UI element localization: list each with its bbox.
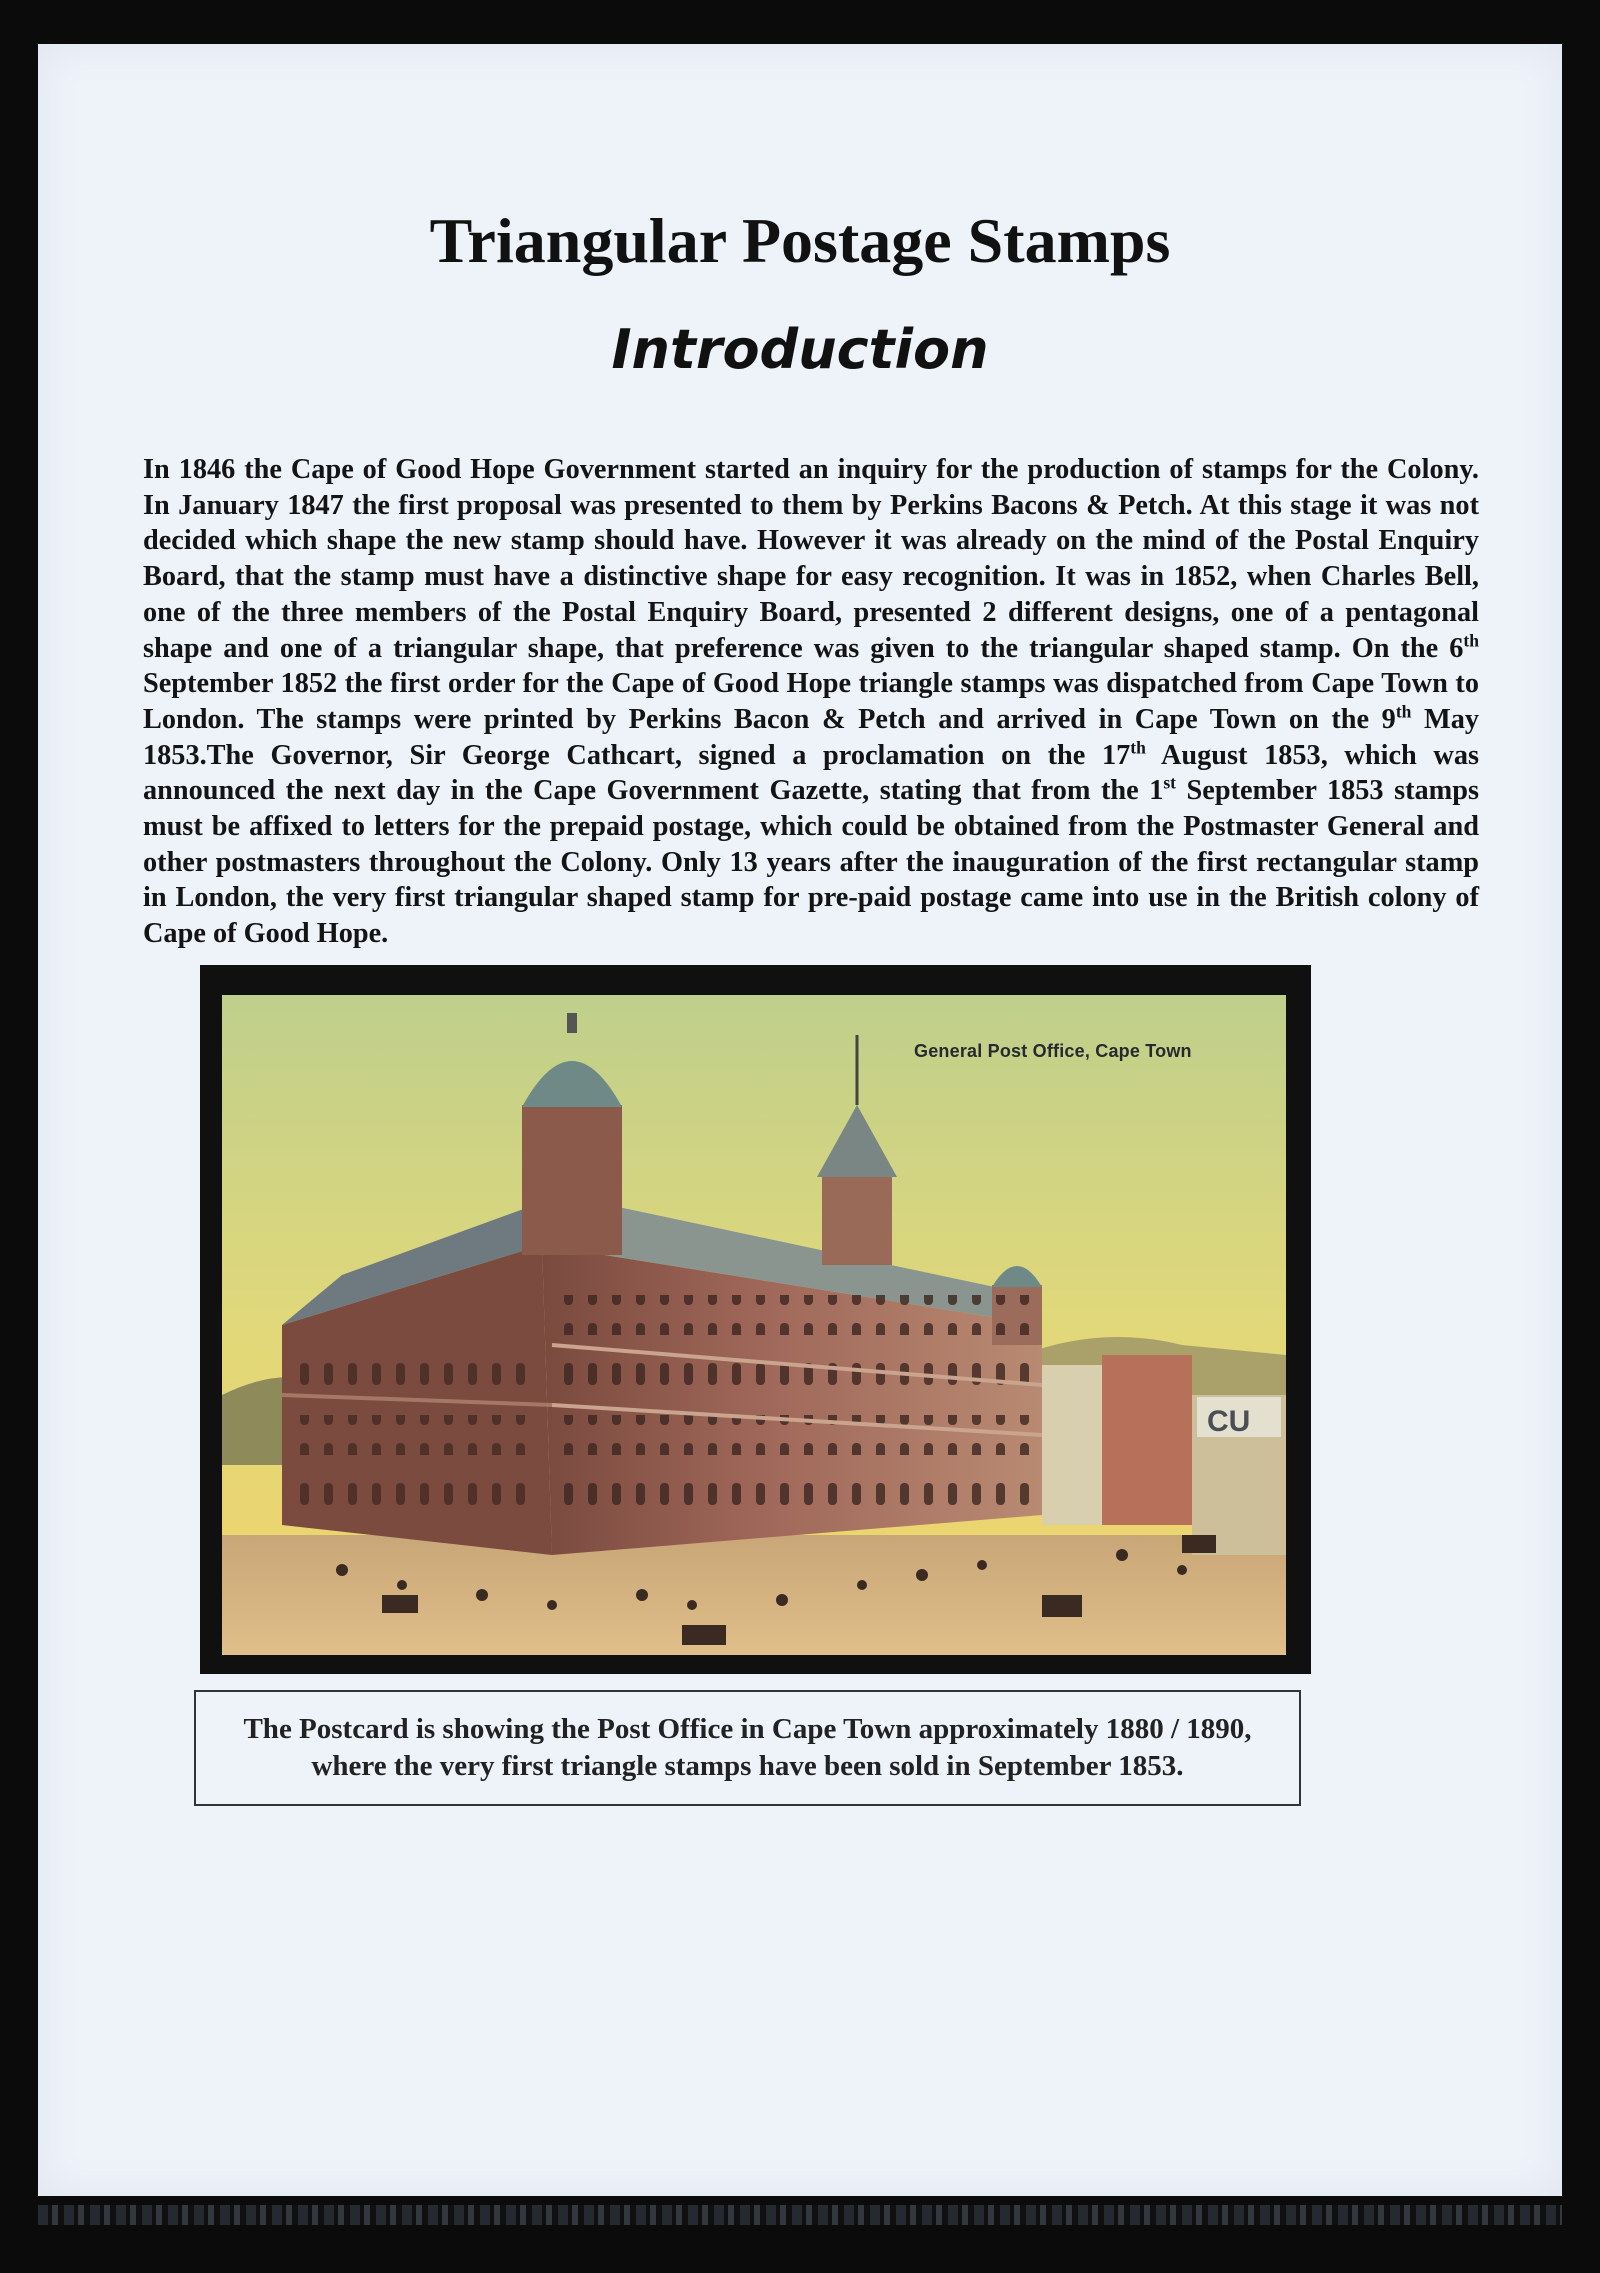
page-subtitle: Introduction bbox=[611, 318, 989, 381]
album-binding-strip bbox=[38, 2205, 1562, 2225]
page-title: Triangular Postage Stamps bbox=[429, 205, 1171, 276]
shop-sign-text: CU bbox=[1207, 1405, 1251, 1438]
postcard-mount bbox=[200, 965, 1311, 1674]
intro-paragraph: In 1846 the Cape of Good Hope Government started an inquiry for the production of stamps for the Colony. In January 1847 the first proposal was presented to them by Perkins Bacons & Petch. At this stage it was not decided which shape the new stamp should have. However it was already on the mind of the Postal Enquiry Board, that the stamp must have a distinctive shape for easy recognition. It was in 1852, when Charles Bell, one of the three members of the Postal Enquiry Board, presented 2 different designs, one of a pentagonal shape and one of a triangular shape, that preference was given to the triangular shaped stamp. On the 6th September 1852 the first order for the Cape of Good Hope triangle stamps was dispatched from Cape Town to London. The stamps were printed by Perkins Bacon & Petch and arrived in Cape Town on the 9th May 1853.The Governor, Sir George Cathcart, signed a proclamation on the 17th August 1853, which was announced the next day in the Cape Government Gazette, stating that from the 1st September 1853 stamps must be affixed to letters for the prepaid postage, which could be obtained from the Postmaster General and other postmasters throughout the Colony. Only 13 years after the inauguration of the first rectangular stamp in London, the very first triangular shaped stamp for pre-paid postage came into use in the British colony of Cape of Good Hope. bbox=[143, 454, 1480, 950]
postcard-image bbox=[222, 995, 1286, 1655]
image-caption-box bbox=[194, 1690, 1301, 1806]
post-office-illustration bbox=[222, 995, 1286, 1655]
postcard-caption: General Post Office, Cape Town bbox=[914, 1041, 1192, 1061]
image-caption: The Postcard is showing the Post Office in Cape Town approximately 1880 / 1890, where the very first triangle stamps have been sold in September 1853. bbox=[243, 1713, 1252, 1782]
